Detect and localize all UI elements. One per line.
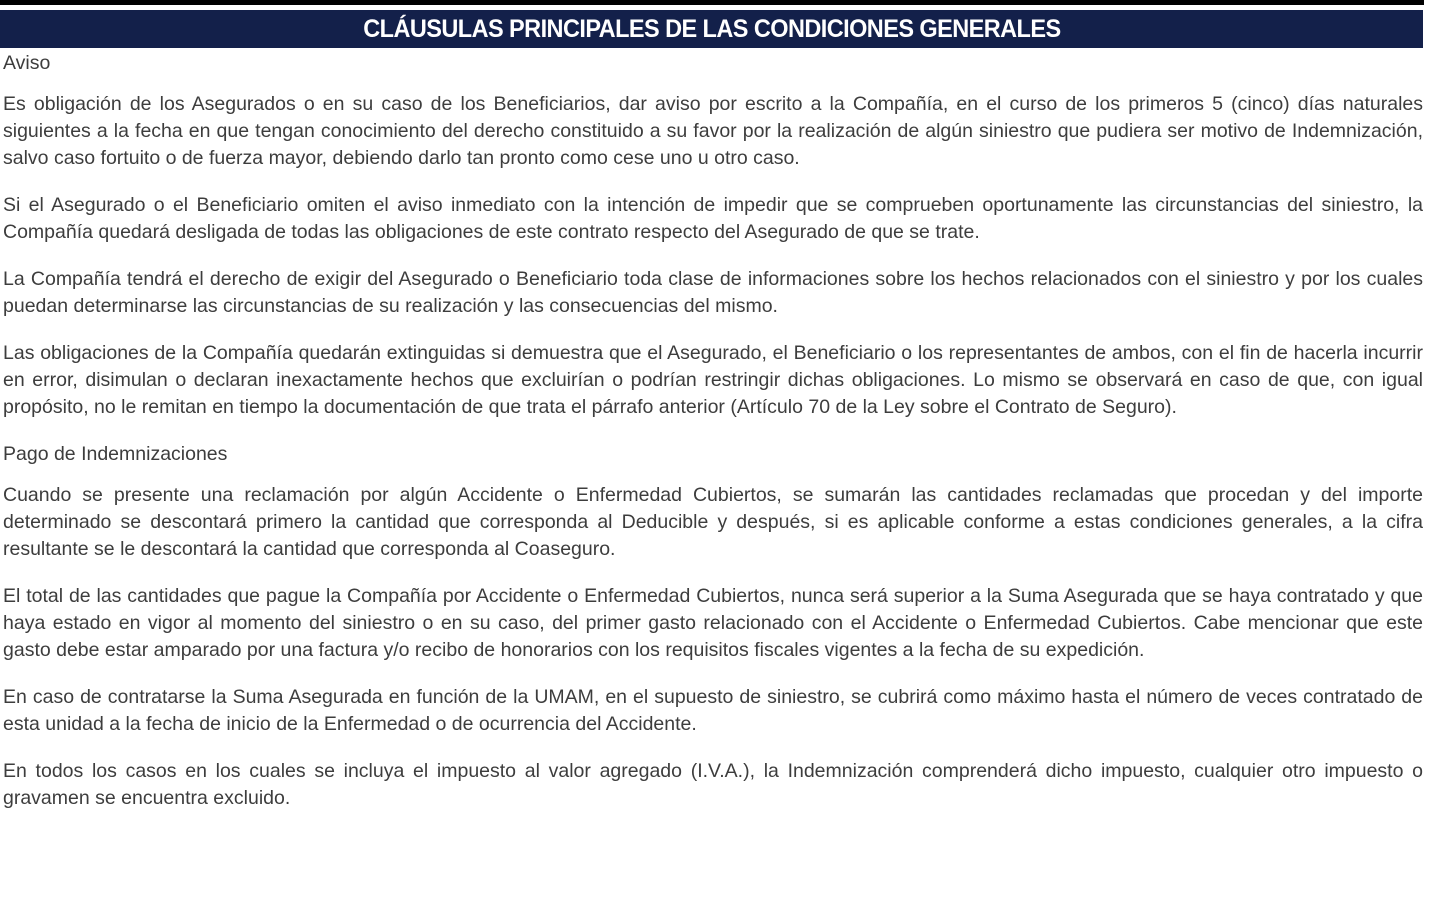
paragraph-aviso-1: Es obligación de los Asegurados o en su caso de los Beneficiarios, dar aviso por escrito a la Compañía, en el curso de los primeros 5 (cinco) días naturales siguientes a la fecha en que tengan conocimiento del derecho constituido a su favor por la realización de algún siniestro que pudiera ser motivo de Indemnización, salvo caso fortuito o de fuerza mayor, debiendo darlo tan pronto como cese uno u otro caso. (3, 93, 1423, 169)
paragraph-aviso-4: Las obligaciones de la Compañía quedarán extinguidas si demuestra que el Asegurado, el Beneficiario o los representantes de ambos, con el fin de hacerla incurrir en error, disimulan o declaran inexactamente hechos que excluirían o podrían restringir dichas obligaciones. Lo mismo se observará en caso de que, con igual propósito, no le remitan en tiempo la documentación de que trata el párrafo anterior (Artículo 70 de la Ley sobre el Contrato de Seguro). (3, 342, 1423, 418)
top-rule (0, 0, 1424, 5)
paragraph-pago-3: En caso de contratarse la Suma Asegurada en función de la UMAM, en el supuesto de siniestro, se cubrirá como máximo hasta el número de veces contratado de esta unidad a la fecha de inicio de la Enfermedad o de ocurrencia del Accidente. (3, 686, 1423, 735)
paragraph-aviso-2: Si el Asegurado o el Beneficiario omiten el aviso inmediato con la intención de impedir que se comprueben oportunamente las circunstancias del siniestro, la Compañía quedará desligada de todas las obligaciones de este contrato respecto del Asegurado de que se trate. (3, 194, 1423, 243)
paragraph-aviso-3: La Compañía tendrá el derecho de exigir del Asegurado o Beneficiario toda clase de informaciones sobre los hechos relacionados con el siniestro y por los cuales puedan determinarse las circunstancias de su realización y las consecuencias del mismo. (3, 268, 1423, 317)
section-title-bar (0, 10, 1423, 48)
subsection-heading-aviso: Aviso (3, 52, 51, 74)
section-title: CLÁUSULAS PRINCIPALES DE LAS CONDICIONES GENERALES (362, 14, 1061, 43)
subsection-heading-pago-de-indemnizaciones: Pago de Indemnizaciones (3, 443, 228, 465)
paragraph-pago-2: El total de las cantidades que pague la Compañía por Accidente o Enfermedad Cubiertos, nunca será superior a la Suma Asegurada que se haya contratado y que haya estado en vigor al momento del siniestro o en su caso, del primer gasto relacionado con el Accidente o Enfermedad Cubiertos. Cabe mencionar que este gasto debe estar amparado por una factura y/o recibo de honorarios con los requisitos fiscales vigentes a la fecha de su expedición. (3, 585, 1423, 661)
document-content (0, 48, 1436, 812)
paragraph-pago-4: En todos los casos en los cuales se incluya el impuesto al valor agregado (I.V.A.), la Indemnización comprenderá dicho impuesto, cualquier otro impuesto o gravamen se encuentra excluido. (3, 760, 1423, 809)
paragraph-pago-1: Cuando se presente una reclamación por algún Accidente o Enfermedad Cubiertos, se sumarán las cantidades reclamadas que procedan y del importe determinado se descontará primero la cantidad que corresponda al Deducible y después, si es aplicable conforme a estas condiciones generales, a la cifra resultante se le descontará la cantidad que corresponda al Coaseguro. (3, 484, 1423, 560)
